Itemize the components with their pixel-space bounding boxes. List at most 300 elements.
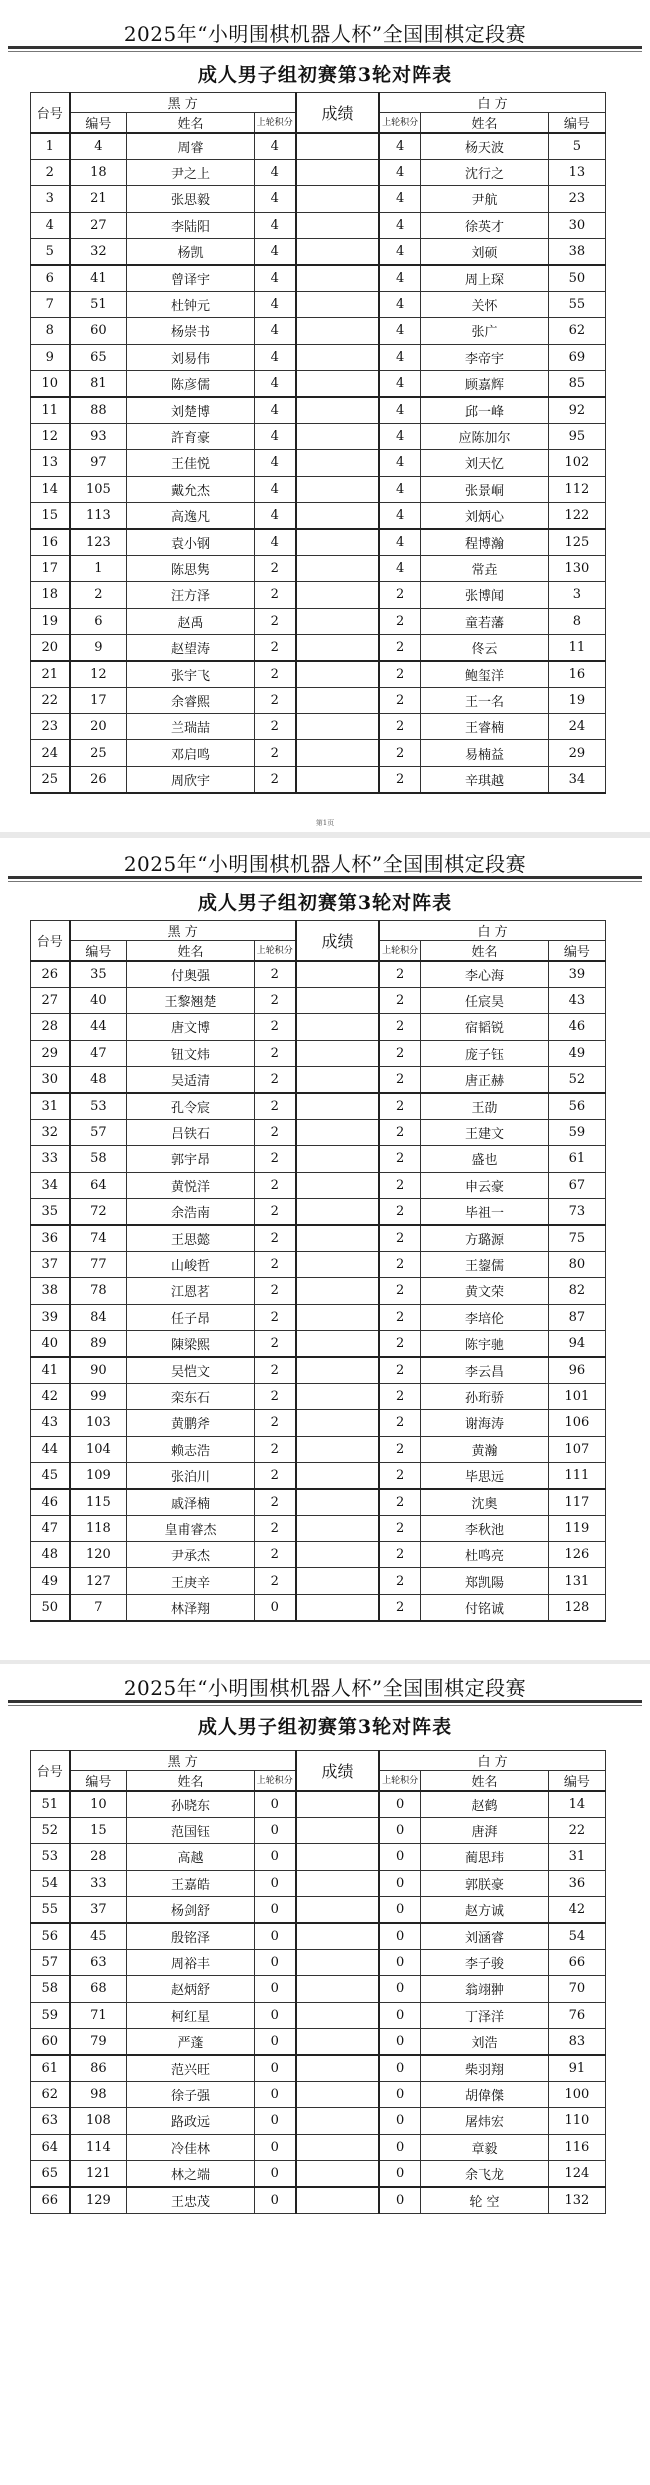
black-player-name: 袁小钢 bbox=[127, 529, 254, 555]
white-seed: 30 bbox=[548, 212, 605, 238]
black-seed: 9 bbox=[70, 634, 127, 660]
result-cell bbox=[296, 1093, 379, 1119]
white-player-name: 黄文荣 bbox=[421, 1278, 548, 1304]
result-cell bbox=[296, 318, 379, 344]
black-player-name: 杨剑舒 bbox=[127, 1897, 254, 1923]
white-prev-score: 2 bbox=[379, 766, 421, 792]
table-row bbox=[31, 2134, 606, 2160]
pairing-table bbox=[30, 1750, 606, 2214]
white-seed: 38 bbox=[548, 239, 605, 265]
black-score-header: 上轮积分 bbox=[254, 941, 296, 962]
black-seed: 7 bbox=[70, 1594, 127, 1620]
white-player-name: 李云昌 bbox=[421, 1357, 548, 1383]
result-cell bbox=[296, 2029, 379, 2055]
black-seed: 123 bbox=[70, 529, 127, 555]
black-prev-score: 0 bbox=[254, 1870, 296, 1896]
white-prev-score: 0 bbox=[379, 1897, 421, 1923]
table-row bbox=[31, 1542, 606, 1568]
black-prev-score: 0 bbox=[254, 1594, 296, 1620]
black-prev-score: 0 bbox=[254, 1791, 296, 1817]
white-prev-score: 2 bbox=[379, 1462, 421, 1488]
black-player-name: 尹之上 bbox=[127, 159, 254, 185]
table-row bbox=[31, 1949, 606, 1975]
result-cell bbox=[296, 987, 379, 1013]
white-player-name: 辛琪越 bbox=[421, 766, 548, 792]
white-player-name: 谢海涛 bbox=[421, 1410, 548, 1436]
result-cell bbox=[296, 159, 379, 185]
table-title: 成人男子组初赛第3轮对阵表 bbox=[197, 1716, 453, 1738]
page-3 bbox=[0, 1664, 650, 2485]
table-row bbox=[31, 212, 606, 238]
board-number: 37 bbox=[31, 1251, 70, 1277]
result-cell bbox=[296, 186, 379, 212]
black-prev-score: 2 bbox=[254, 1040, 296, 1066]
board-number: 40 bbox=[31, 1330, 70, 1356]
white-seed: 82 bbox=[548, 1278, 605, 1304]
result-cell bbox=[296, 661, 379, 687]
white-prev-score: 2 bbox=[379, 1542, 421, 1568]
white-player-name: 王一名 bbox=[421, 687, 548, 713]
table-row bbox=[31, 1462, 606, 1488]
board-number: 49 bbox=[31, 1568, 70, 1594]
result-cell bbox=[296, 529, 379, 555]
black-seed: 41 bbox=[70, 265, 127, 291]
black-name-header: 姓名 bbox=[127, 113, 254, 134]
white-prev-score: 2 bbox=[379, 1278, 421, 1304]
black-seed: 81 bbox=[70, 371, 127, 397]
table-row bbox=[31, 2187, 606, 2213]
black-prev-score: 2 bbox=[254, 1462, 296, 1488]
black-player-name: 戴允杰 bbox=[127, 476, 254, 502]
board-number: 42 bbox=[31, 1383, 70, 1409]
black-player-name: 张思毅 bbox=[127, 186, 254, 212]
board-number: 46 bbox=[31, 1489, 70, 1515]
document-title: 2025年“小明围棋机器人杯”全国围棋定段赛 bbox=[123, 1676, 527, 1700]
black-prev-score: 0 bbox=[254, 2029, 296, 2055]
white-player-name: 郑凯陽 bbox=[421, 1568, 548, 1594]
result-cell bbox=[296, 1199, 379, 1225]
black-seed: 77 bbox=[70, 1251, 127, 1277]
board-header: 台号 bbox=[31, 1751, 70, 1792]
white-prev-score: 2 bbox=[379, 634, 421, 660]
white-seed: 42 bbox=[548, 1897, 605, 1923]
white-name-header: 姓名 bbox=[421, 1771, 548, 1792]
white-seed: 5 bbox=[548, 133, 605, 159]
result-cell bbox=[296, 1067, 379, 1093]
black-seed: 78 bbox=[70, 1278, 127, 1304]
board-number: 5 bbox=[31, 239, 70, 265]
black-seed: 6 bbox=[70, 608, 127, 634]
table-row bbox=[31, 1410, 606, 1436]
black-player-name: 王庚辛 bbox=[127, 1568, 254, 1594]
black-prev-score: 0 bbox=[254, 2002, 296, 2028]
table-row bbox=[31, 450, 606, 476]
document-title: 2025年“小明围棋机器人杯”全国围棋定段赛 bbox=[123, 22, 527, 46]
black-player-name: 王嘉皓 bbox=[127, 1870, 254, 1896]
table-row bbox=[31, 239, 606, 265]
white-player-name: 张博闻 bbox=[421, 582, 548, 608]
black-prev-score: 2 bbox=[254, 1304, 296, 1330]
white-seed: 23 bbox=[548, 186, 605, 212]
white-seed: 49 bbox=[548, 1040, 605, 1066]
black-seed: 17 bbox=[70, 687, 127, 713]
board-number: 59 bbox=[31, 2002, 70, 2028]
white-seed: 66 bbox=[548, 1949, 605, 1975]
result-cell bbox=[296, 1410, 379, 1436]
white-player-name: 佟云 bbox=[421, 634, 548, 660]
table-row bbox=[31, 987, 606, 1013]
table-row bbox=[31, 1976, 606, 2002]
result-cell bbox=[296, 1278, 379, 1304]
black-prev-score: 2 bbox=[254, 1119, 296, 1145]
black-score-header: 上轮积分 bbox=[254, 1771, 296, 1792]
black-player-name: 范兴旺 bbox=[127, 2055, 254, 2081]
result-cell bbox=[296, 1040, 379, 1066]
black-seed: 109 bbox=[70, 1462, 127, 1488]
black-player-name: 陈彦儒 bbox=[127, 371, 254, 397]
board-number: 31 bbox=[31, 1093, 70, 1119]
white-player-name: 丁泽洋 bbox=[421, 2002, 548, 2028]
white-prev-score: 2 bbox=[379, 1172, 421, 1198]
result-header: 成绩 bbox=[296, 921, 379, 962]
table-row bbox=[31, 371, 606, 397]
black-prev-score: 4 bbox=[254, 133, 296, 159]
table-row bbox=[31, 1225, 606, 1251]
black-score-header: 上轮积分 bbox=[254, 113, 296, 134]
black-player-name: 杜钟元 bbox=[127, 291, 254, 317]
white-seed: 52 bbox=[548, 1067, 605, 1093]
black-seed: 58 bbox=[70, 1146, 127, 1172]
white-prev-score: 2 bbox=[379, 714, 421, 740]
white-seed-header: 编号 bbox=[548, 1771, 605, 1792]
black-prev-score: 2 bbox=[254, 1410, 296, 1436]
black-prev-score: 4 bbox=[254, 450, 296, 476]
white-player-name: 王睿楠 bbox=[421, 714, 548, 740]
black-seed: 68 bbox=[70, 1976, 127, 2002]
black-player-name: 路政远 bbox=[127, 2108, 254, 2134]
black-prev-score: 2 bbox=[254, 1251, 296, 1277]
white-seed: 3 bbox=[548, 582, 605, 608]
result-cell bbox=[296, 1817, 379, 1843]
white-player-name: 徐英才 bbox=[421, 212, 548, 238]
black-player-name: 周裕丰 bbox=[127, 1949, 254, 1975]
white-prev-score: 2 bbox=[379, 582, 421, 608]
white-player-name: 沈奥 bbox=[421, 1489, 548, 1515]
white-seed: 126 bbox=[548, 1542, 605, 1568]
white-prev-score: 2 bbox=[379, 1489, 421, 1515]
black-prev-score: 2 bbox=[254, 661, 296, 687]
black-seed: 93 bbox=[70, 423, 127, 449]
board-number: 12 bbox=[31, 423, 70, 449]
white-player-name: 张景峒 bbox=[421, 476, 548, 502]
white-prev-score: 2 bbox=[379, 1594, 421, 1620]
white-seed: 131 bbox=[548, 1568, 605, 1594]
table-row bbox=[31, 1040, 606, 1066]
table-row bbox=[31, 1304, 606, 1330]
board-number: 34 bbox=[31, 1172, 70, 1198]
black-player-name: 任子昂 bbox=[127, 1304, 254, 1330]
white-player-name: 常垚 bbox=[421, 555, 548, 581]
board-number: 66 bbox=[31, 2187, 70, 2213]
table-row bbox=[31, 1436, 606, 1462]
white-seed: 112 bbox=[548, 476, 605, 502]
board-number: 63 bbox=[31, 2108, 70, 2134]
black-prev-score: 0 bbox=[254, 1897, 296, 1923]
table-row bbox=[31, 1146, 606, 1172]
table-row bbox=[31, 1817, 606, 1843]
black-prev-score: 0 bbox=[254, 2187, 296, 2213]
white-prev-score: 0 bbox=[379, 1870, 421, 1896]
white-seed: 76 bbox=[548, 2002, 605, 2028]
result-header: 成绩 bbox=[296, 93, 379, 134]
black-player-name: 李陆阳 bbox=[127, 212, 254, 238]
black-seed: 47 bbox=[70, 1040, 127, 1066]
board-number: 6 bbox=[31, 265, 70, 291]
black-prev-score: 4 bbox=[254, 318, 296, 344]
result-cell bbox=[296, 1897, 379, 1923]
white-player-name: 唐正赫 bbox=[421, 1067, 548, 1093]
result-cell bbox=[296, 2187, 379, 2213]
black-name-header: 姓名 bbox=[127, 941, 254, 962]
black-prev-score: 0 bbox=[254, 2081, 296, 2107]
table-row bbox=[31, 344, 606, 370]
result-cell bbox=[296, 1923, 379, 1949]
table-row bbox=[31, 133, 606, 159]
title-rule-thin bbox=[8, 1705, 642, 1706]
black-prev-score: 2 bbox=[254, 766, 296, 792]
white-seed: 13 bbox=[548, 159, 605, 185]
board-number: 13 bbox=[31, 450, 70, 476]
white-seed: 117 bbox=[548, 1489, 605, 1515]
white-player-name: 周上琛 bbox=[421, 265, 548, 291]
white-player-name: 方璐源 bbox=[421, 1225, 548, 1251]
white-prev-score: 2 bbox=[379, 1383, 421, 1409]
white-seed: 100 bbox=[548, 2081, 605, 2107]
result-cell bbox=[296, 1489, 379, 1515]
white-prev-score: 0 bbox=[379, 1791, 421, 1817]
board-number: 10 bbox=[31, 371, 70, 397]
white-player-name: 胡偉傑 bbox=[421, 2081, 548, 2107]
board-number: 54 bbox=[31, 1870, 70, 1896]
result-cell bbox=[296, 1383, 379, 1409]
table-row bbox=[31, 1357, 606, 1383]
table-row bbox=[31, 1014, 606, 1040]
white-prev-score: 2 bbox=[379, 1199, 421, 1225]
white-prev-score: 4 bbox=[379, 344, 421, 370]
black-seed: 60 bbox=[70, 318, 127, 344]
result-cell bbox=[296, 687, 379, 713]
black-player-name: 杨崇书 bbox=[127, 318, 254, 344]
white-prev-score: 2 bbox=[379, 1568, 421, 1594]
white-seed: 119 bbox=[548, 1515, 605, 1541]
black-prev-score: 2 bbox=[254, 1357, 296, 1383]
white-player-name: 杨天波 bbox=[421, 133, 548, 159]
black-prev-score: 0 bbox=[254, 1844, 296, 1870]
white-score-header: 上轮积分 bbox=[379, 1771, 421, 1792]
result-cell bbox=[296, 634, 379, 660]
black-seed: 32 bbox=[70, 239, 127, 265]
white-seed: 70 bbox=[548, 1976, 605, 2002]
board-number: 17 bbox=[31, 555, 70, 581]
board-number: 41 bbox=[31, 1357, 70, 1383]
white-seed: 54 bbox=[548, 1923, 605, 1949]
black-prev-score: 2 bbox=[254, 1542, 296, 1568]
black-seed: 129 bbox=[70, 2187, 127, 2213]
black-player-name: 林泽翔 bbox=[127, 1594, 254, 1620]
black-player-name: 黄悦洋 bbox=[127, 1172, 254, 1198]
document-title: 2025年“小明围棋机器人杯”全国围棋定段赛 bbox=[123, 852, 527, 876]
board-number: 28 bbox=[31, 1014, 70, 1040]
table-row bbox=[31, 423, 606, 449]
board-number: 19 bbox=[31, 608, 70, 634]
result-cell bbox=[296, 239, 379, 265]
board-number: 58 bbox=[31, 1976, 70, 2002]
board-number: 7 bbox=[31, 291, 70, 317]
black-seed-header: 编号 bbox=[70, 941, 127, 962]
table-row bbox=[31, 2029, 606, 2055]
result-cell bbox=[296, 1357, 379, 1383]
black-seed: 114 bbox=[70, 2134, 127, 2160]
table-row bbox=[31, 291, 606, 317]
black-prev-score: 4 bbox=[254, 397, 296, 423]
white-player-name: 郭朕豪 bbox=[421, 1870, 548, 1896]
result-cell bbox=[296, 265, 379, 291]
white-seed: 61 bbox=[548, 1146, 605, 1172]
black-player-name: 赵望涛 bbox=[127, 634, 254, 660]
board-number: 11 bbox=[31, 397, 70, 423]
white-prev-score: 0 bbox=[379, 2160, 421, 2186]
pairing-table bbox=[30, 920, 606, 1622]
white-prev-score: 4 bbox=[379, 423, 421, 449]
black-prev-score: 2 bbox=[254, 1568, 296, 1594]
result-cell bbox=[296, 1330, 379, 1356]
white-player-name: 任宸昊 bbox=[421, 987, 548, 1013]
board-number: 25 bbox=[31, 766, 70, 792]
board-number: 1 bbox=[31, 133, 70, 159]
black-player-name: 唐文博 bbox=[127, 1014, 254, 1040]
board-number: 14 bbox=[31, 476, 70, 502]
white-seed: 107 bbox=[548, 1436, 605, 1462]
black-player-name: 邓启鸣 bbox=[127, 740, 254, 766]
black-seed: 10 bbox=[70, 1791, 127, 1817]
white-player-name: 沈行之 bbox=[421, 159, 548, 185]
board-number: 26 bbox=[31, 961, 70, 987]
white-player-name: 尹航 bbox=[421, 186, 548, 212]
result-cell bbox=[296, 133, 379, 159]
result-cell bbox=[296, 423, 379, 449]
black-seed: 98 bbox=[70, 2081, 127, 2107]
black-seed: 33 bbox=[70, 1870, 127, 1896]
result-cell bbox=[296, 1594, 379, 1620]
table-row bbox=[31, 2108, 606, 2134]
white-seed: 56 bbox=[548, 1093, 605, 1119]
table-row bbox=[31, 661, 606, 687]
black-seed: 88 bbox=[70, 397, 127, 423]
board-number: 35 bbox=[31, 1199, 70, 1225]
white-side-header: 白 方 bbox=[379, 921, 605, 941]
result-cell bbox=[296, 714, 379, 740]
board-number: 44 bbox=[31, 1436, 70, 1462]
white-player-name: 童若藩 bbox=[421, 608, 548, 634]
table-row bbox=[31, 582, 606, 608]
white-seed: 19 bbox=[548, 687, 605, 713]
result-cell bbox=[296, 1251, 379, 1277]
page-2 bbox=[0, 840, 650, 1660]
black-player-name: 陈思隽 bbox=[127, 555, 254, 581]
table-row bbox=[31, 502, 606, 528]
black-seed: 15 bbox=[70, 1817, 127, 1843]
white-seed: 50 bbox=[548, 265, 605, 291]
board-number: 65 bbox=[31, 2160, 70, 2186]
black-seed: 89 bbox=[70, 1330, 127, 1356]
result-cell bbox=[296, 2002, 379, 2028]
white-seed: 87 bbox=[548, 1304, 605, 1330]
board-number: 57 bbox=[31, 1949, 70, 1975]
black-prev-score: 0 bbox=[254, 2134, 296, 2160]
white-player-name: 宿韬锐 bbox=[421, 1014, 548, 1040]
result-cell bbox=[296, 1436, 379, 1462]
result-cell bbox=[296, 1172, 379, 1198]
black-seed: 108 bbox=[70, 2108, 127, 2134]
result-header: 成绩 bbox=[296, 1751, 379, 1792]
white-prev-score: 2 bbox=[379, 1014, 421, 1040]
white-player-name: 王鋆儒 bbox=[421, 1251, 548, 1277]
table-row bbox=[31, 1199, 606, 1225]
board-number: 51 bbox=[31, 1791, 70, 1817]
white-prev-score: 4 bbox=[379, 476, 421, 502]
white-seed: 110 bbox=[548, 2108, 605, 2134]
white-prev-score: 2 bbox=[379, 1436, 421, 1462]
title-rule-thin bbox=[8, 881, 642, 882]
white-player-name: 邱一峰 bbox=[421, 397, 548, 423]
white-prev-score: 0 bbox=[379, 2108, 421, 2134]
white-seed: 80 bbox=[548, 1251, 605, 1277]
black-player-name: 吴适清 bbox=[127, 1067, 254, 1093]
result-cell bbox=[296, 2160, 379, 2186]
black-seed: 72 bbox=[70, 1199, 127, 1225]
black-seed: 104 bbox=[70, 1436, 127, 1462]
black-prev-score: 2 bbox=[254, 1014, 296, 1040]
result-cell bbox=[296, 2108, 379, 2134]
black-player-name: 吕铁石 bbox=[127, 1119, 254, 1145]
black-seed: 4 bbox=[70, 133, 127, 159]
black-seed: 45 bbox=[70, 1923, 127, 1949]
white-player-name: 应陈加尔 bbox=[421, 423, 548, 449]
white-player-name: 付铭诚 bbox=[421, 1594, 548, 1620]
white-prev-score: 4 bbox=[379, 186, 421, 212]
black-player-name: 孔令宸 bbox=[127, 1093, 254, 1119]
result-cell bbox=[296, 961, 379, 987]
black-prev-score: 4 bbox=[254, 212, 296, 238]
result-cell bbox=[296, 476, 379, 502]
table-row bbox=[31, 1067, 606, 1093]
black-prev-score: 0 bbox=[254, 2160, 296, 2186]
board-number: 8 bbox=[31, 318, 70, 344]
white-prev-score: 4 bbox=[379, 291, 421, 317]
table-row bbox=[31, 1119, 606, 1145]
board-number: 47 bbox=[31, 1515, 70, 1541]
table-row bbox=[31, 1383, 606, 1409]
black-prev-score: 2 bbox=[254, 555, 296, 581]
board-number: 48 bbox=[31, 1542, 70, 1568]
table-row bbox=[31, 529, 606, 555]
black-player-name: 戚泽楠 bbox=[127, 1489, 254, 1515]
black-seed: 21 bbox=[70, 186, 127, 212]
black-seed: 65 bbox=[70, 344, 127, 370]
white-player-name: 程博瀚 bbox=[421, 529, 548, 555]
white-seed: 96 bbox=[548, 1357, 605, 1383]
white-seed: 31 bbox=[548, 1844, 605, 1870]
